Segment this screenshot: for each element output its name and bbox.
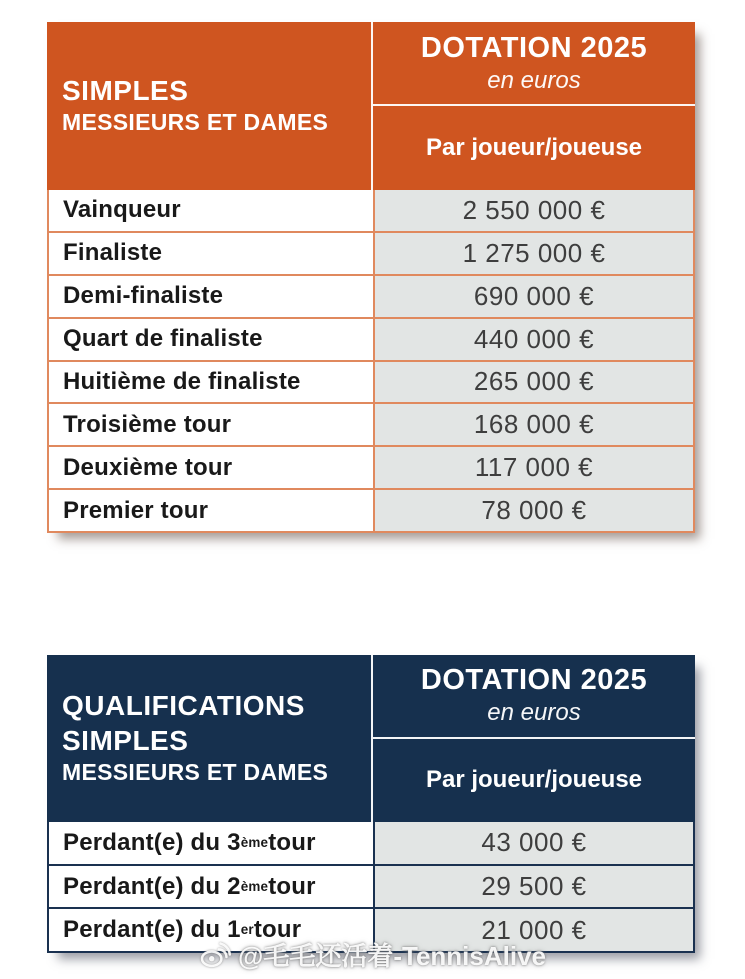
row-value: 690 000 € xyxy=(375,276,693,317)
row-value: 78 000 € xyxy=(375,490,693,531)
qualifs-title-line1: QUALIFICATIONS xyxy=(62,690,305,722)
singles-title-line2: MESSIEURS ET DAMES xyxy=(62,109,329,136)
row-label: Quart de finaliste xyxy=(49,319,375,360)
singles-perplayer-box xyxy=(373,106,695,190)
watermark-text: @毛毛还活着-TennisAlive xyxy=(237,941,547,971)
row-value: 2 550 000 € xyxy=(375,190,693,231)
row-label: Huitième de finaliste xyxy=(49,362,375,403)
table-row xyxy=(49,317,693,360)
table-row xyxy=(49,488,693,531)
per-player-label: Par joueur/joueuse xyxy=(425,134,643,161)
dotation-title: DOTATION 2025 xyxy=(420,31,648,64)
row-label: Troisième tour xyxy=(49,404,375,445)
table-row xyxy=(49,864,693,908)
weibo-icon xyxy=(199,941,231,968)
table-row xyxy=(49,822,693,864)
row-value: 43 000 € xyxy=(375,822,693,864)
row-label: Premier tour xyxy=(49,490,375,531)
singles-table-title xyxy=(47,22,373,190)
dotation-title: DOTATION 2025 xyxy=(420,664,648,697)
table-row xyxy=(49,360,693,403)
dotation-subtitle: en euros xyxy=(487,66,581,94)
qualifs-dotation-header xyxy=(373,655,695,822)
qualifications-table-header xyxy=(47,655,695,822)
table-row xyxy=(49,274,693,317)
row-label: Vainqueur xyxy=(49,190,375,231)
row-label: Demi-finaliste xyxy=(49,276,375,317)
row-value: 168 000 € xyxy=(375,404,693,445)
watermark xyxy=(199,936,546,973)
singles-prize-table xyxy=(47,22,695,533)
per-player-label: Par joueur/joueuse xyxy=(425,766,643,794)
qualifications-table-title xyxy=(47,655,373,822)
qualifications-table-body xyxy=(47,822,695,953)
table-row xyxy=(49,402,693,445)
row-label: Perdant(e) du 2 ème tour xyxy=(49,866,375,908)
singles-table-body xyxy=(47,190,695,533)
table-row xyxy=(49,190,693,231)
row-value: 440 000 € xyxy=(375,319,693,360)
table-row xyxy=(49,445,693,488)
dotation-subtitle: en euros xyxy=(487,699,581,727)
singles-table-header xyxy=(47,22,695,190)
qualifications-prize-table xyxy=(47,655,695,953)
singles-title-line1: SIMPLES xyxy=(62,74,189,106)
row-value: 21 000 € xyxy=(375,909,693,951)
row-value: 265 000 € xyxy=(375,362,693,403)
row-label: Finaliste xyxy=(49,233,375,274)
row-label: Perdant(e) du 1 er tour xyxy=(49,909,375,951)
singles-dotation-box xyxy=(373,22,695,106)
table-row xyxy=(49,231,693,274)
qualifs-title-line3: MESSIEURS ET DAMES xyxy=(62,758,329,785)
row-value: 29 500 € xyxy=(375,866,693,908)
qualifs-perplayer-box xyxy=(373,739,695,823)
row-label: Perdant(e) du 3 ème tour xyxy=(49,822,375,864)
qualifs-dotation-box xyxy=(373,655,695,739)
singles-dotation-header xyxy=(373,22,695,190)
row-value: 117 000 € xyxy=(375,447,693,488)
row-label: Deuxième tour xyxy=(49,447,375,488)
row-value: 1 275 000 € xyxy=(375,233,693,274)
qualifs-title-line2: SIMPLES xyxy=(62,724,189,756)
